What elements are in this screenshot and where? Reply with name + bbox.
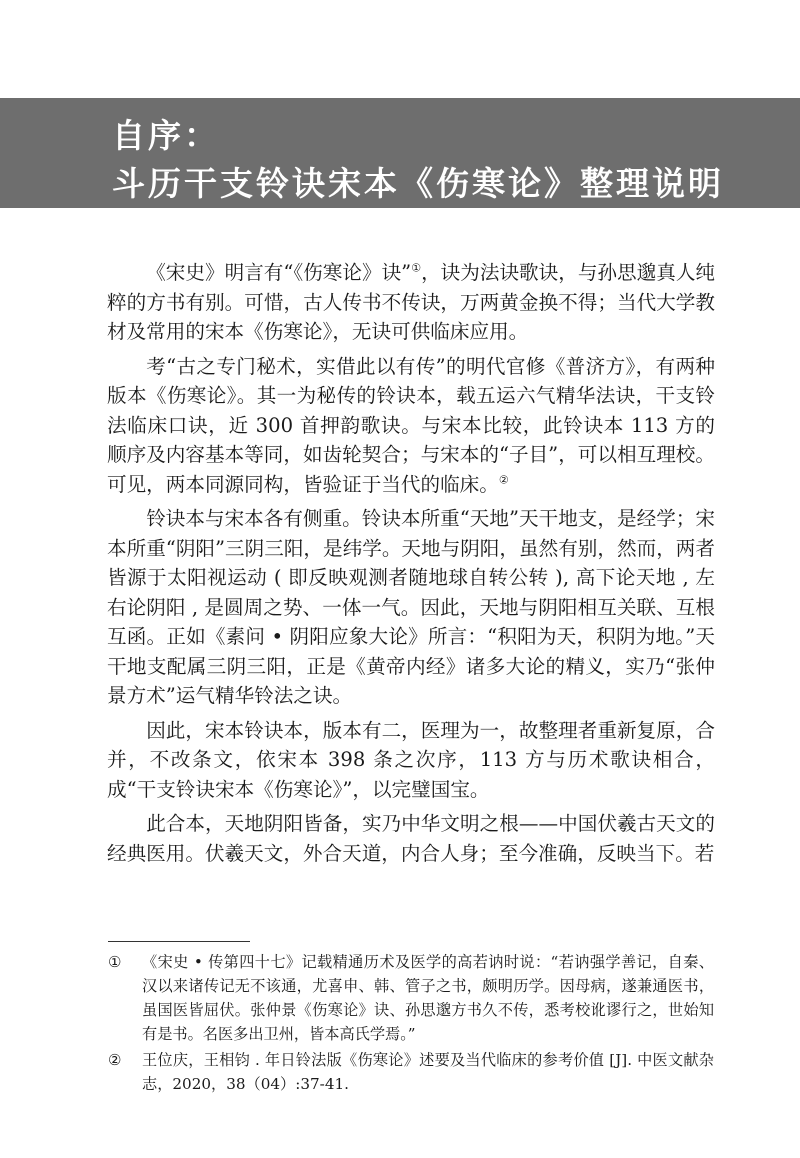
footnote-text-2: 王位庆，王相钧 . 年日铃法版《伤寒论》述要及当代临床的参考价值 [J]. 中医文献杂志，2020，38（04）:37-41. (142, 1051, 714, 1093)
paragraph-1: 《宋史》明言有“《伤寒论》诀”①，诀为法诀歌诀，与孙思邈真人纯粹的方书有别。可惜，古人传书不传诀，万两黄金换不得；当代大学教材及常用的宋本《伤寒论》，无诀可供临床应用。 (107, 261, 716, 343)
footnote-mark-2: ② (108, 1051, 122, 1069)
footnote-2 (108, 1048, 714, 1096)
footnotes (108, 950, 714, 1098)
paragraph-3: 铃诀本与宋本各有侧重。铃诀本所重“天地”天干地支，是经学；宋本所重“阴阳”三阴三阳，是纬学。天地与阴阳，虽然有别，然而，两者皆源于太阳视运动 ( 即反映观测者随地球自转公转 ), 高下论天地 , 左右论阴阳 , 是圆周之势、一体一气。因此，天地与阴阳相互关联、互根互函。正如《素问 • 阴阳应象大论》所言：“积阳为天，积阴为地。”天干地支配属三阴三阳，正是《黄帝内经》诸多大论的精义，实乃“张仲景方术”运气精华铃法之诀。 (107, 507, 715, 707)
footnote-divider (108, 941, 250, 942)
body-text (107, 258, 715, 873)
footnote-1 (108, 950, 714, 1046)
footnote-mark-1: ① (108, 953, 122, 971)
paragraph-4: 因此，宋本铃诀本，版本有二，医理为一，故整理者重新复原，合并，不改条文，依宋本 398 条之次序，113 方与历术歌诀相合，成“干支铃诀宋本《伤寒论》”，以完璧国宝。 (107, 718, 715, 801)
footnote-ref-1[interactable]: ① (411, 261, 422, 275)
footnote-ref-2[interactable]: ② (498, 472, 509, 486)
footnote-text-1: 《宋史 • 传第四十七》记载精通历术及医学的高若讷时说：“若讷强学善记，自秦、汉以来诸传记无不该通，尤喜申、韩、管子之书，颇明历学。因母病，遂兼通医书，虽国医皆屈伏。张仲景《伤寒论》诀、孙思邈方书久不传，悉考校讹谬行之，世始知有是书。名医多出卫州，皆本高氏学焉。” (142, 953, 714, 1043)
paragraph-5: 此合本，天地阴阳皆备，实乃中华文明之根——中国伏羲古天文的经典医用。伏羲天文，外合天道，内合人身；至今准确，反映当下。若 (107, 812, 715, 865)
paragraph-2: 考“古之专门秘术，实借此以有传”的明代官修《普济方》，有两种版本《伤寒论》。其一为秘传的铃诀本，载五运六气精华法诀，干支铃法临床口诀，近 300 首押韵歌诀。与宋本比较，此铃诀本 113 方的顺序及内容基本等同，如齿轮契合；与宋本的“子目”，可以相互理校。可见，两本同源同构，皆验证于当代的临床。② (107, 354, 715, 496)
title-line-1: 自序： (112, 116, 220, 155)
title-line-2: 斗历干支铃诀宋本《伤寒论》整理说明 (112, 164, 724, 203)
